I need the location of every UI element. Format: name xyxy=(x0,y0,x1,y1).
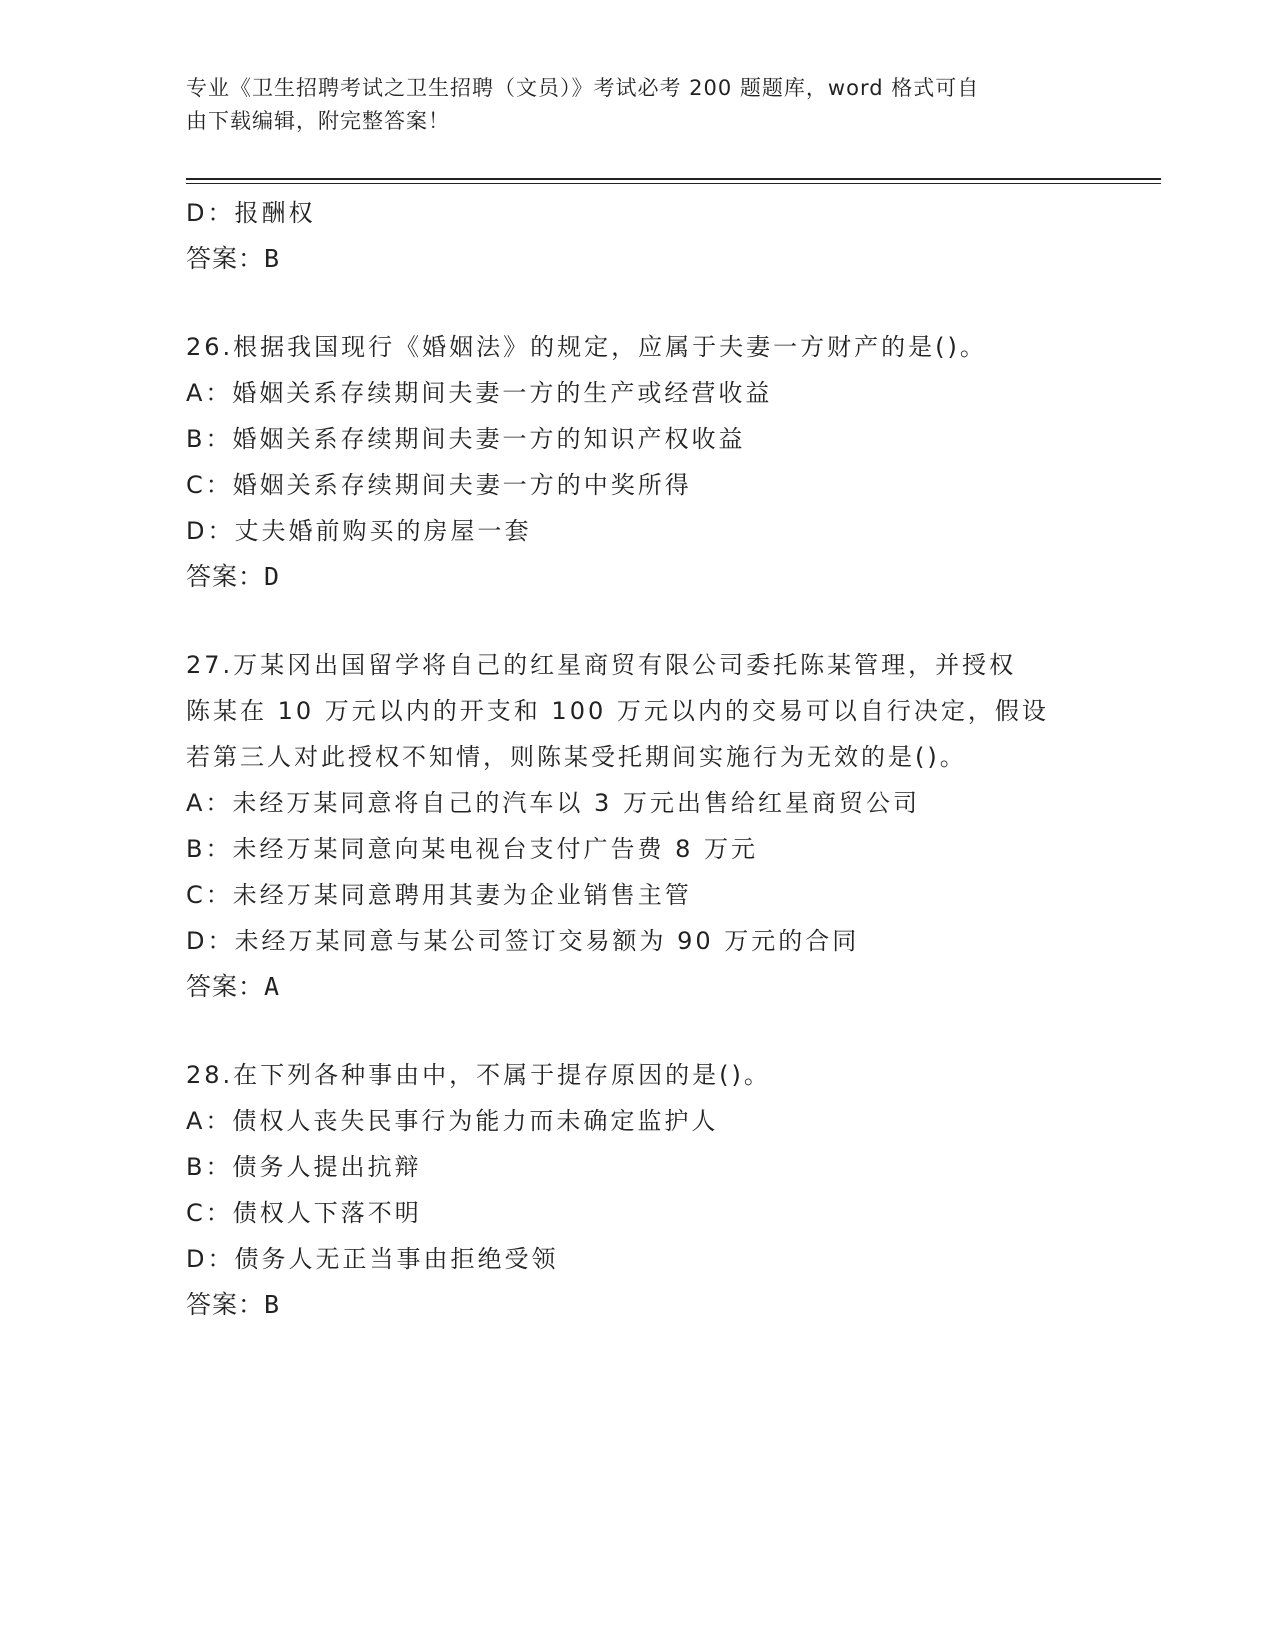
question-stem-line-3: 若第三人对此授权不知情，则陈某受托期间实施行为无效的是()。 xyxy=(186,743,967,771)
option-c: C：未经万某同意聘用其妻为企业销售主管 xyxy=(186,881,692,909)
question-list xyxy=(186,190,1086,1370)
header-line-1: 专业《卫生招聘考试之卫生招聘（文员）》考试必考 200 题题库，word 格式可自 xyxy=(186,76,980,100)
answer-label: 答案： xyxy=(186,1290,265,1319)
answer-value: B xyxy=(264,244,281,273)
answer-line xyxy=(186,1282,1086,1328)
answer-line xyxy=(186,554,1086,600)
question-stem-line-2: 陈某在 10 万元以内的开支和 100 万元以内的交易可以自行决定，假设 xyxy=(186,697,1049,725)
answer-label: 答案： xyxy=(186,562,265,591)
answer-label: 答案： xyxy=(186,972,265,1001)
option-c: C：债权人下落不明 xyxy=(186,1199,422,1227)
option-b: B：债务人提出抗辩 xyxy=(186,1153,422,1181)
answer-value: B xyxy=(264,1290,281,1319)
document-header xyxy=(186,72,1066,138)
option-b: B：未经万某同意向某电视台支付广告费 8 万元 xyxy=(186,835,758,863)
option-d: D：丈夫婚前购买的房屋一套 xyxy=(186,517,532,545)
option-a: A：未经万某同意将自己的汽车以 3 万元出售给红星商贸公司 xyxy=(186,789,920,817)
carryover-question xyxy=(186,190,1086,282)
header-divider-thick xyxy=(186,178,1161,180)
option-b: B：婚姻关系存续期间夫妻一方的知识产权收益 xyxy=(186,425,746,453)
question-stem: 28.在下列各种事由中，不属于提存原因的是()。 xyxy=(186,1061,771,1089)
option-a: A：债权人丧失民事行为能力而未确定监护人 xyxy=(186,1107,719,1135)
question-stem: 26.根据我国现行《婚姻法》的规定，应属于夫妻一方财产的是()。 xyxy=(186,333,987,361)
option-d: D：报酬权 xyxy=(186,199,316,227)
answer-value: A xyxy=(264,972,281,1001)
answer-value: D xyxy=(264,562,281,591)
answer-line xyxy=(186,236,1086,282)
option-d: D：未经万某同意与某公司签订交易额为 90 万元的合同 xyxy=(186,927,860,955)
answer-line xyxy=(186,964,1086,1010)
header-divider-thin xyxy=(186,183,1161,184)
question-27 xyxy=(186,642,1086,1010)
answer-label: 答案： xyxy=(186,244,265,273)
header-line-2: 由下载编辑，附完整答案！ xyxy=(186,109,450,133)
option-c: C：婚姻关系存续期间夫妻一方的中奖所得 xyxy=(186,471,692,499)
option-a: A：婚姻关系存续期间夫妻一方的生产或经营收益 xyxy=(186,379,773,407)
question-28 xyxy=(186,1052,1086,1328)
option-d: D：债务人无正当事由拒绝受领 xyxy=(186,1245,559,1273)
question-stem-line-1: 27.万某冈出国留学将自己的红星商贸有限公司委托陈某管理，并授权 xyxy=(186,651,1017,679)
question-26 xyxy=(186,324,1086,600)
